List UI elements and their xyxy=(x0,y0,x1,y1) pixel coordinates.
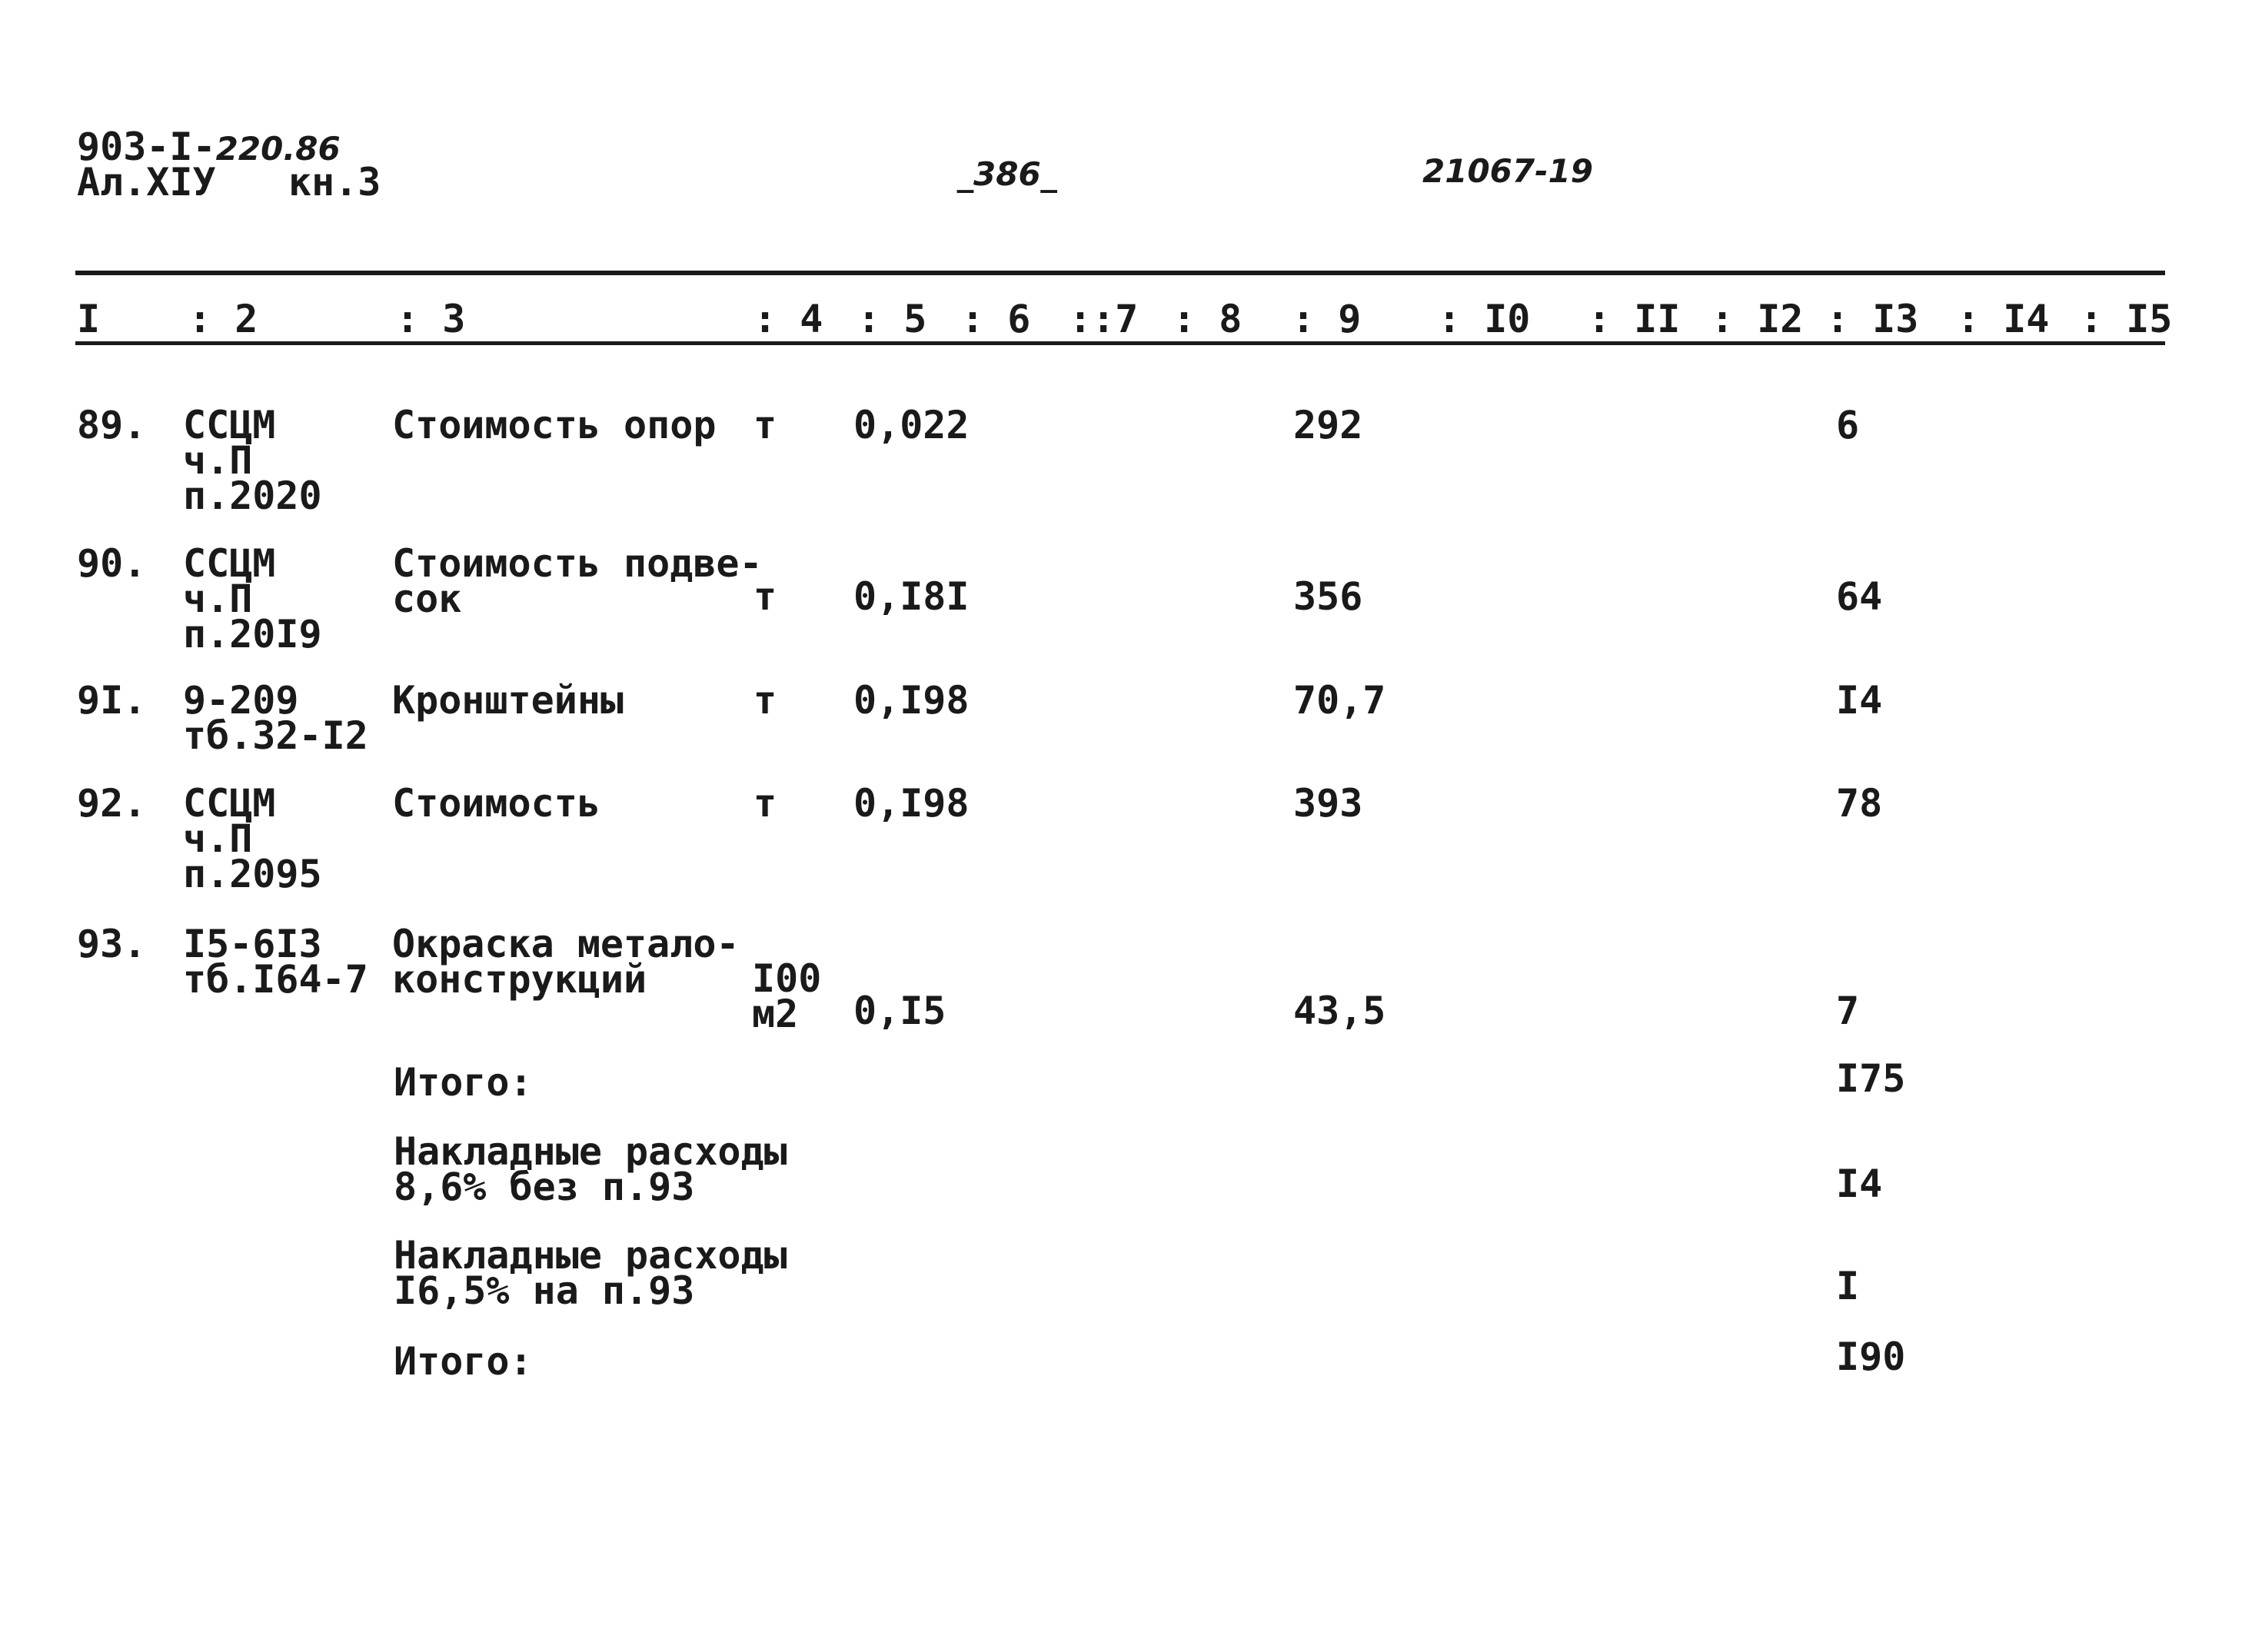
row-unit: I00 м2 xyxy=(752,956,822,1036)
row-number: 92. xyxy=(77,781,147,826)
row-unit: т xyxy=(753,678,777,723)
row-number: 89. xyxy=(77,403,147,447)
col-header-5: : 5 xyxy=(857,297,927,341)
row-code: I5-6I3 тб.I64-7 xyxy=(183,922,368,1002)
col-header-13: : I3 xyxy=(1826,297,1919,341)
col-header-6: : 6 xyxy=(961,297,1031,341)
row-code: 9-209 тб.32-I2 xyxy=(183,678,368,758)
row-total: I4 xyxy=(1836,678,1883,723)
row-price: 356 xyxy=(1293,574,1363,619)
col-header-3: : 3 xyxy=(396,297,466,341)
summary-label: Накладные расходы I6,5% на п.93 xyxy=(394,1233,787,1313)
summary-label: Накладные расходы 8,6% без п.93 xyxy=(394,1129,787,1209)
col-header-1: I xyxy=(77,297,101,341)
top-rule xyxy=(75,271,2165,275)
row-price: 43,5 xyxy=(1293,989,1386,1033)
doc-prefix: 903-I- xyxy=(77,125,216,169)
row-total: 6 xyxy=(1836,403,1860,447)
row-total: 7 xyxy=(1836,989,1860,1033)
summary-total: I4 xyxy=(1836,1162,1883,1206)
col-header-4: : 4 xyxy=(753,297,823,341)
col-header-8: : 8 xyxy=(1173,297,1242,341)
row-quantity: 0,I98 xyxy=(853,678,970,723)
summary-label: Итого: xyxy=(394,1060,533,1105)
row-description: Стоимость опор xyxy=(392,403,717,447)
row-description: Окраска метало- конструкций xyxy=(392,922,740,1002)
row-description: Стоимость подве- сок xyxy=(392,541,763,621)
row-total: 64 xyxy=(1836,574,1883,619)
summary-total: I75 xyxy=(1836,1056,1906,1101)
row-number: 90. xyxy=(77,541,147,586)
col-header-7: ::7 xyxy=(1069,297,1139,341)
col-header-14: : I4 xyxy=(1957,297,2050,341)
col-header-9: : 9 xyxy=(1292,297,1362,341)
row-code: ССЦМ ч.П п.2095 xyxy=(183,781,322,896)
row-description: Стоимость xyxy=(392,781,600,826)
row-unit: т xyxy=(753,574,777,619)
row-number: 9I. xyxy=(77,678,147,723)
row-unit: т xyxy=(753,781,777,826)
book-label: кн.3 xyxy=(288,160,381,204)
album-label: Ал.XIУ xyxy=(77,160,216,204)
row-quantity: 0,I8I xyxy=(853,574,970,619)
row-price: 393 xyxy=(1293,781,1363,826)
col-header-11: : II xyxy=(1588,297,1681,341)
summary-label: Итого: xyxy=(394,1339,533,1384)
row-code: ССЦМ ч.П п.20I9 xyxy=(183,541,322,656)
col-header-15: : I5 xyxy=(2080,297,2173,341)
row-price: 292 xyxy=(1293,403,1363,447)
header-underline xyxy=(75,341,2165,345)
row-price: 70,7 xyxy=(1293,678,1386,723)
row-code: ССЦМ ч.П п.2020 xyxy=(183,403,322,518)
row-quantity: 0,I5 xyxy=(853,989,946,1033)
row-description: Кронштейны xyxy=(392,678,624,723)
summary-total: I xyxy=(1836,1264,1860,1308)
page-number: _386_ xyxy=(957,155,1057,193)
col-header-10: : I0 xyxy=(1438,297,1531,341)
summary-total: I90 xyxy=(1836,1335,1906,1379)
col-header-12: : I2 xyxy=(1711,297,1804,341)
row-quantity: 0,I98 xyxy=(853,781,970,826)
row-unit: т xyxy=(753,403,777,447)
document-reference: 21067-19 xyxy=(1422,152,1593,190)
row-total: 78 xyxy=(1836,781,1883,826)
row-quantity: 0,022 xyxy=(853,403,970,447)
col-header-2: : 2 xyxy=(188,297,258,341)
doc-suffix: 220.86 xyxy=(215,130,341,168)
row-number: 93. xyxy=(77,922,147,966)
